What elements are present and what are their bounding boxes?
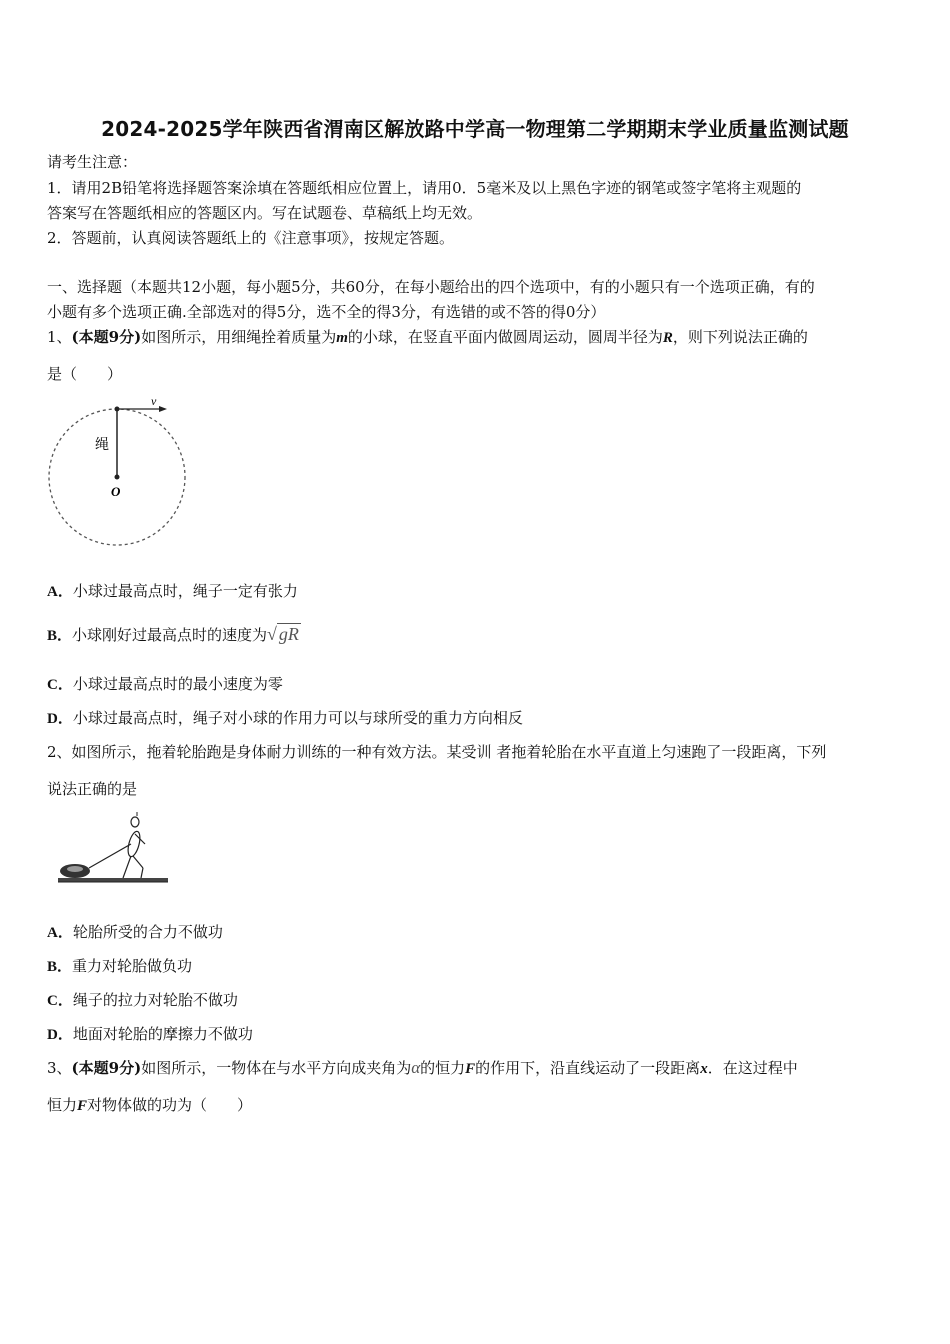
runner-head (131, 817, 139, 827)
runner-body (126, 830, 142, 858)
section-instructions-line-1: 一、选择题（本题共12小题，每小题5分，共60分，在每小题给出的四个选项中，有的小题只有一个选项正确，有的 (47, 278, 815, 296)
question-score: (本题9分) (71, 328, 142, 346)
exam-title: 2024-2025学年陕西省渭南区解放路中学高一物理第二学期期末学业质量监测试题 (101, 117, 849, 141)
notice-item-1-line-1: 1．请用2B铅笔将选择题答案涂填在答题纸相应位置上，请用0．5毫米及以上黑色字迹的钢笔或签字笔将主观题的 (47, 179, 802, 197)
runner-leg-front (133, 856, 143, 868)
question-2-stem: 2、如图所示，拖着轮胎跑是身体耐力训练的一种有效方法。某受训 者拖着轮胎在水平直道上匀速跑了一段距离，下列 (47, 743, 827, 761)
option-text: 小球刚好过最高点时的速度为 (72, 626, 268, 644)
sqrt-radicand: gR (278, 624, 299, 644)
runner-leg-back (123, 856, 131, 878)
alpha-symbol: α (411, 1058, 421, 1077)
question-score: (本题9分) (71, 1059, 142, 1077)
circular-motion-diagram (45, 393, 195, 553)
notice-item-1-line-2: 答案写在答题纸相应的答题区内。写在试题卷、草稿纸上均无效。 (47, 204, 483, 222)
question-1-option-c[interactable] (47, 674, 283, 695)
option-text: 重力对轮胎做负功 (72, 957, 193, 975)
sqrt-expression: √ gR (267, 624, 299, 644)
question-text: 对物体做的功为（ ） (87, 1096, 253, 1114)
distance-symbol: x (700, 1061, 708, 1077)
center-label: O (111, 484, 121, 499)
question-text: 的小球，在竖直平面内做圆周运动，圆周半径为 (347, 328, 663, 346)
center-dot (115, 475, 120, 480)
force-symbol: F (465, 1061, 476, 1077)
radius-symbol: R (662, 330, 673, 346)
question-2-option-a[interactable] (47, 922, 223, 943)
option-text: 小球过最高点时，绳子对小球的作用力可以与球所受的重力方向相反 (72, 709, 523, 727)
section-instructions-line-2: 小题有多个选项正确.全部选对的得5分，选不全的得3分，有选错的或不答的得0分） (47, 303, 606, 321)
option-letter: B． (47, 959, 73, 975)
question-text: 的作用下，沿直线运动了一段距离 (475, 1059, 701, 1077)
option-text: 小球过最高点时，绳子一定有张力 (72, 582, 298, 600)
question-text: ，则下列说法正确的 (672, 328, 808, 346)
force-symbol: F (77, 1098, 88, 1114)
mass-symbol: m (336, 330, 348, 346)
runner-shin (141, 868, 143, 878)
question-2-option-c[interactable] (47, 990, 238, 1011)
rope-label: 绳 (95, 437, 109, 453)
option-letter: A． (47, 584, 73, 600)
question-3-stem-line-2 (47, 1095, 252, 1116)
question-1-stem (47, 327, 808, 348)
question-2-option-b[interactable] (47, 956, 192, 977)
velocity-arrow-head (159, 406, 167, 412)
question-number: 3、 (47, 1059, 72, 1077)
option-letter: C． (47, 993, 73, 1009)
tow-rope (89, 844, 131, 868)
option-letter: D． (47, 1027, 73, 1043)
option-text: 小球过最高点时的最小速度为零 (72, 675, 283, 693)
option-letter: D． (47, 711, 73, 727)
question-text: ．在这过程中 (707, 1059, 798, 1077)
question-text: 恒力 (47, 1096, 78, 1114)
notice-item-2: 2．答题前，认真阅读答题纸上的《注意事项》，按规定答题。 (47, 229, 455, 247)
notice-heading: 请考生注意： (47, 153, 138, 171)
option-letter: A． (47, 925, 73, 941)
question-text: 如图所示，一物体在与水平方向成夹角为 (141, 1059, 412, 1077)
option-letter: B． (47, 628, 73, 644)
question-2-option-d[interactable] (47, 1024, 253, 1045)
question-3-stem (47, 1058, 798, 1079)
option-text: 绳子的拉力对轮胎不做功 (72, 991, 238, 1009)
question-text: 的恒力 (420, 1059, 466, 1077)
ground-strip (58, 878, 168, 882)
question-text: 如图所示，用细绳拴着质量为 (141, 328, 337, 346)
question-2-stem-line-2: 说法正确的是 (47, 780, 138, 798)
tire-hub (67, 866, 83, 872)
question-1-option-a[interactable] (47, 581, 298, 602)
question-1-option-b[interactable] (47, 624, 301, 646)
question-1-stem-line-2: 是（ ） (47, 365, 123, 383)
option-text: 轮胎所受的合力不做功 (72, 923, 223, 941)
option-letter: C． (47, 677, 73, 693)
velocity-label: v (151, 394, 157, 408)
option-text: 地面对轮胎的摩擦力不做功 (72, 1025, 253, 1043)
question-number: 1、 (47, 328, 72, 346)
question-1-option-d[interactable] (47, 708, 523, 729)
tire-dragging-diagram (55, 808, 175, 890)
